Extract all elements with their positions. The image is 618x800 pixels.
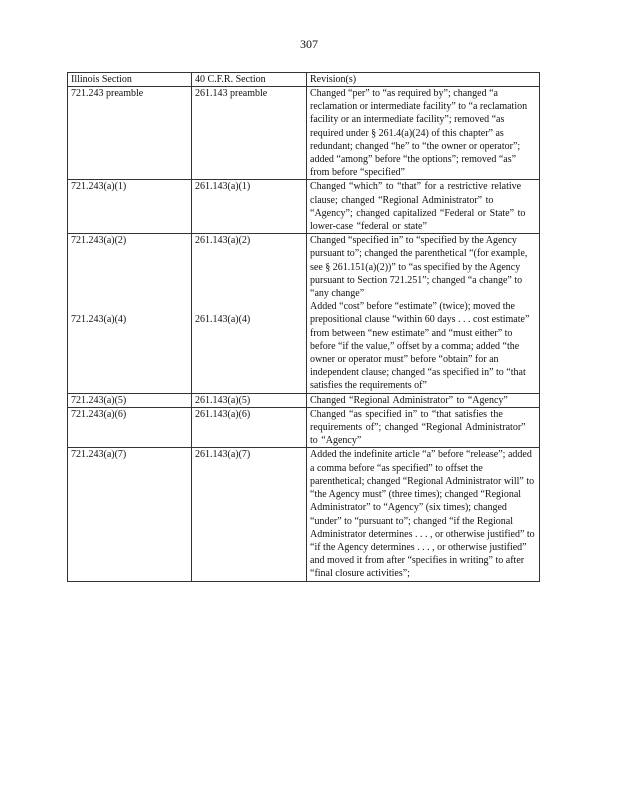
revisions-table	[67, 72, 540, 582]
illinois-section-cell: 721.243(a)(1)	[68, 180, 192, 234]
cfr-section-cell: 261.143(a)(5)	[192, 393, 307, 407]
revision-cell: Added the indefinite article “a” before “release”; added a comma before “as specified” to offset the parenthetical; changed “Regional Administrator will” to “the Agency must” (three times); changed “Regional Administrator” to “Agency” (six times); changed “under” to “pursuant to”; changed “if the Regional Administrator determines . . . , or otherwise justified” to “if the Agency determines . . . , or otherwise justified” and moved it from after “specifies in writing” to after “final closure activities”;	[307, 448, 540, 581]
table-row	[68, 407, 540, 448]
revision-cell: Changed “which” to “that” for a restrictive relative clause; changed “Regional Administrator” to “Agency”; changed capitalized “Federal or State” to lower-case “federal or state”	[307, 180, 540, 234]
illinois-section-cell: 721.243(a)(5)	[68, 393, 192, 407]
cfr-section-cell: 261.143(a)(1)	[192, 180, 307, 234]
revision-cell: Changed “Regional Administrator” to “Agency”	[307, 393, 540, 407]
page-number: 307	[300, 37, 318, 51]
revision-cell: Changed “specified in” to “specified by the Agency pursuant to”; changed the parenthetical “(for example, see § 261.151(a)(2))” to “as specified by the Agency pursuant to Section 721.251”; changed “a change” to “any change” Added “cost” before “estimate” (twice); moved the prepositional clause “within 60 days . . . cost estimate” from between “new estimate” and “must either” to before “if the value,” offset by a comma; added “the owner or operator must” before “obtain” for an independent clause; changed “as specified in” to “that satisfies the requirements of”	[307, 234, 540, 393]
table-row	[68, 448, 540, 581]
column-header-cfr-section: 40 C.F.R. Section	[192, 73, 307, 87]
table-row	[68, 234, 540, 393]
illinois-section-cell: 721.243(a)(7)	[68, 448, 192, 581]
cfr-section-cell: 261.143(a)(7)	[192, 448, 307, 581]
cfr-section-cell: 261.143(a)(2) 261.143(a)(4)	[192, 234, 307, 393]
cfr-section-cell: 261.143(a)(6)	[192, 407, 307, 448]
table-row	[68, 393, 540, 407]
column-header-revisions: Revision(s)	[307, 73, 540, 87]
cfr-section-cell: 261.143 preamble	[192, 87, 307, 180]
illinois-section-cell: 721.243(a)(2) 721.243(a)(4)	[68, 234, 192, 393]
illinois-section-cell: 721.243(a)(6)	[68, 407, 192, 448]
revision-cell: Changed “as specified in” to “that satisfies the requirements of”; changed “Regional Administrator” to “Agency”	[307, 407, 540, 448]
illinois-section-cell: 721.243 preamble	[68, 87, 192, 180]
table-row	[68, 87, 540, 180]
revision-cell: Changed “per” to “as required by”; changed “a reclamation or intermediate facility” to “a reclamation facility or an intermediate facility”; removed “as required under § 261.4(a)(24) of this chapter” as redundant; changed “he” to “the owner or operator”; added “among” before “the options”; removed “as” from before “specified”	[307, 87, 540, 180]
column-header-illinois-section: Illinois Section	[68, 73, 192, 87]
table-row	[68, 180, 540, 234]
table-header-row	[68, 73, 540, 87]
